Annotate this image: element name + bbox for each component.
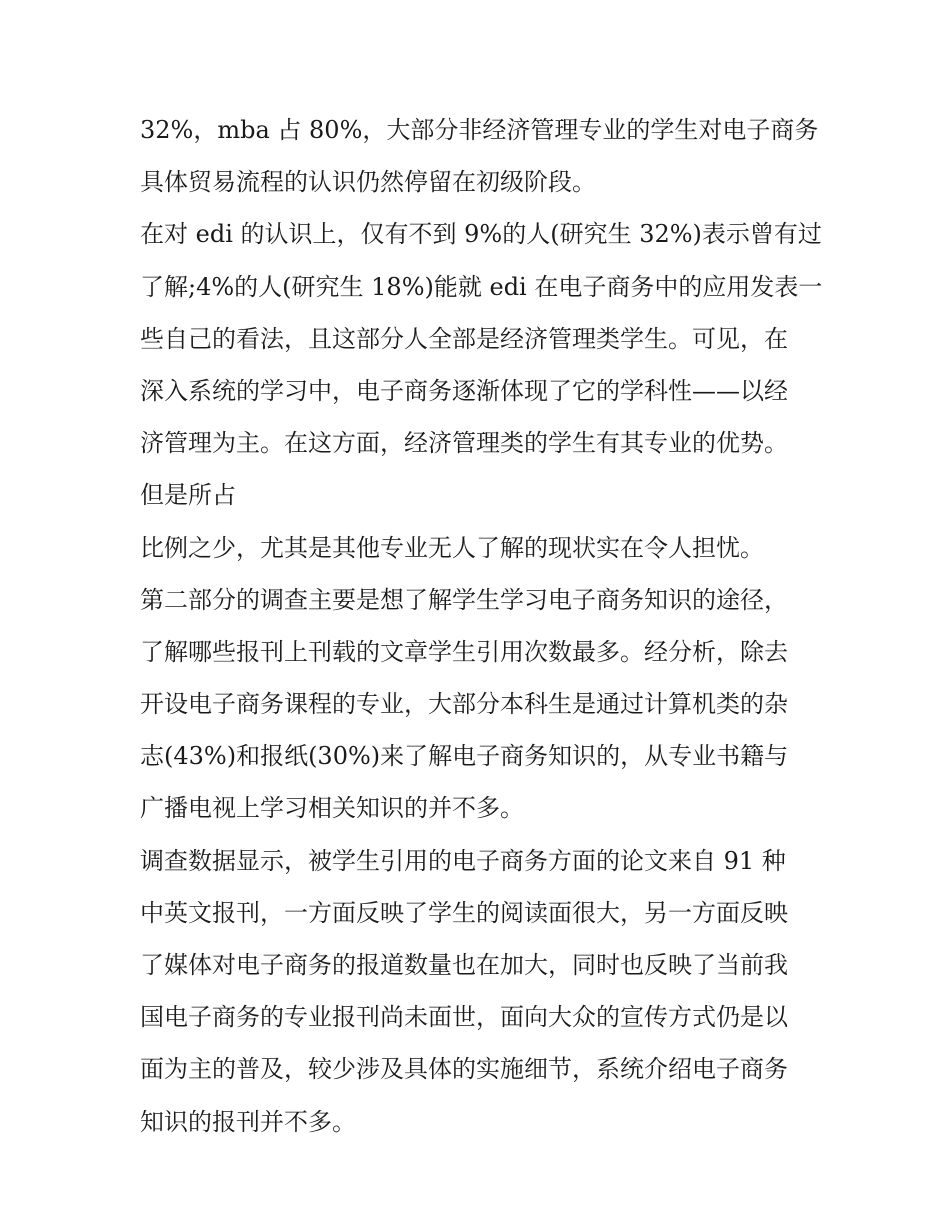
text-line: 了解哪些报刊上刊载的文章学生引用次数最多。经分析，除去 (140, 637, 788, 666)
text-line: 32%，mba 占 80%，大部分非经济管理专业的学生对电子商务 (140, 116, 819, 144)
text-line: 第二部分的调查主要是想了解学生学习电子商务知识的途径， (140, 585, 788, 614)
text-line: 了解;4%的人(研究生 18%)能就 edi 在电子商务中的应用发表一 (140, 272, 823, 301)
text-line: 了媒体对电子商务的报道数量也在加大，同时也反映了当前我 (140, 951, 788, 979)
body-text (140, 104, 830, 1148)
text-line: 深入系统的学习中，电子商务逐渐体现了它的学科性——以经 (140, 376, 788, 405)
text-line: 开设电子商务课程的专业，大部分本科生是通过计算机类的杂 (140, 690, 788, 719)
text-line: 知识的报刊并不多。 (140, 1107, 356, 1136)
text-line: 但是所占 (140, 481, 236, 510)
text-line: 国电子商务的专业报刊尚未面世，面向大众的宣传方式仍是以 (140, 1003, 788, 1032)
text-line: 具体贸易流程的认识仍然停留在初级阶段。 (140, 168, 596, 197)
text-line: 面为主的普及，较少涉及具体的实施细节，系统介绍电子商务 (140, 1055, 788, 1084)
text-line: 调查数据显示，被学生引用的电子商务方面的论文来自 91 种 (140, 846, 786, 875)
text-line: 在对 edi 的认识上，仅有不到 9%的人(研究生 32%)表示曾有过 (140, 220, 822, 249)
text-line: 济管理为主。在这方面，经济管理类的学生有其专业的优势。 (140, 429, 788, 458)
text-line: 比例之少，尤其是其他专业无人了解的现状实在令人担忧。 (140, 533, 764, 562)
text-line: 些自己的看法，且这部分人全部是经济管理类学生。可见，在 (140, 324, 788, 353)
text-line: 志(43%)和报纸(30%)来了解电子商务知识的，从专业书籍与 (140, 742, 789, 771)
text-line: 中英文报刊，一方面反映了学生的阅读面很大，另一方面反映 (140, 898, 788, 927)
text-line: 广播电视上学习相关知识的并不多。 (140, 794, 524, 823)
